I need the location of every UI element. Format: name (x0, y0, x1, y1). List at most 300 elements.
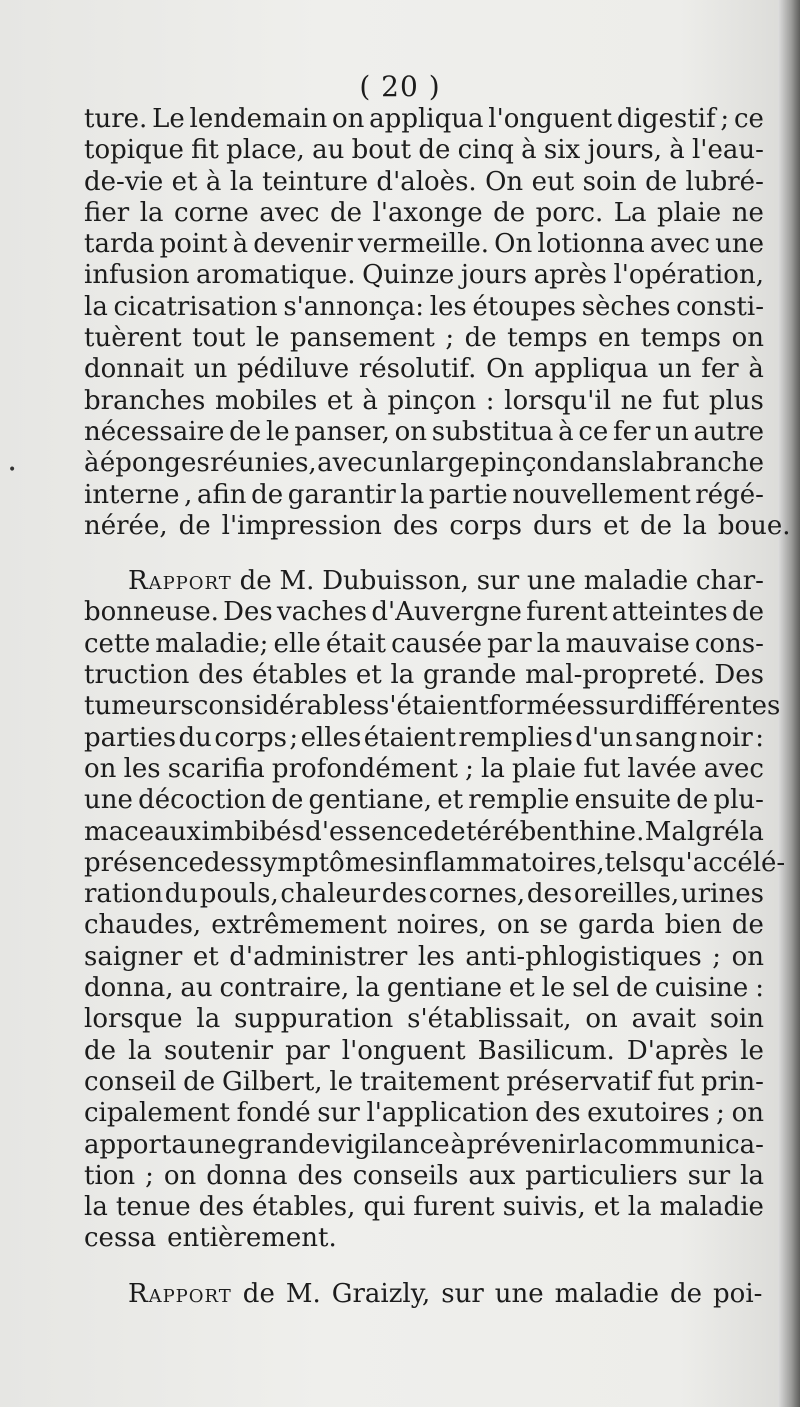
word: les (417, 941, 455, 972)
word: à (450, 1129, 466, 1160)
text-line (84, 104, 764, 135)
word: un (193, 354, 228, 385)
word: la (631, 448, 656, 479)
word: symptômes (249, 847, 399, 878)
word: on (731, 941, 764, 972)
word: cette (84, 628, 151, 659)
word: boue. (717, 510, 791, 541)
text-line (84, 597, 764, 628)
word: donna (206, 1160, 288, 1191)
word: oreilles, (573, 879, 680, 910)
word: s'annonça: (283, 291, 425, 322)
text-line (84, 1098, 764, 1129)
word: partie (428, 479, 508, 510)
word: sang (635, 722, 698, 753)
word: Malgré (644, 816, 740, 847)
word: cipalement (84, 1098, 230, 1129)
word: Quinze (362, 260, 455, 291)
word: des (297, 1160, 343, 1191)
word: la (579, 1129, 604, 1160)
word: au (312, 135, 345, 166)
word: On (485, 166, 524, 197)
word: avec (317, 448, 378, 479)
word: une (494, 1278, 544, 1309)
word: fut (657, 1066, 695, 1097)
word: eut (531, 166, 575, 197)
word: tarda (84, 229, 155, 260)
word: la (390, 660, 415, 691)
word: six (543, 135, 581, 166)
word: soin (582, 166, 637, 197)
word: interne (84, 479, 180, 510)
word: nouvellement (512, 479, 691, 510)
word: d'aloès. (376, 166, 477, 197)
word: point (159, 229, 228, 260)
word: l'onguent (488, 104, 613, 134)
word: Dubuisson, (322, 566, 469, 597)
word: était (325, 628, 387, 659)
word: le (740, 1035, 764, 1066)
word: Des (223, 597, 273, 628)
word: soin (709, 1004, 764, 1035)
text-line (84, 847, 786, 879)
word: D'après (626, 1035, 729, 1066)
word: ; (716, 1098, 725, 1129)
word: ; (465, 753, 474, 784)
word: de (229, 416, 262, 447)
word: cuisine (654, 973, 749, 1004)
word: Graizly, (331, 1278, 431, 1309)
word: la (536, 628, 561, 659)
word: sur (441, 1278, 484, 1309)
word: présence (84, 847, 204, 878)
word: des (203, 847, 250, 878)
word: formées (488, 691, 596, 722)
word: teinture (262, 166, 368, 197)
text-line (84, 323, 764, 354)
word: la (400, 479, 425, 510)
word: de (464, 323, 497, 354)
word: consti- (676, 291, 764, 322)
word: pinçon (480, 448, 569, 479)
word: des (198, 660, 244, 691)
word: de (251, 479, 284, 510)
text-line (84, 1130, 764, 1161)
word: branche (655, 448, 764, 479)
word: à (84, 448, 100, 479)
word: maladie; (155, 628, 269, 659)
word: maladie (554, 1278, 659, 1309)
word: de (645, 166, 678, 197)
text-line (84, 785, 764, 816)
text-line (84, 1004, 764, 1035)
word: entièrement. (167, 1223, 337, 1254)
word: de (242, 1278, 275, 1309)
word: pansement (290, 323, 435, 354)
word: soutenir (163, 1035, 274, 1066)
word: plu- (713, 785, 764, 816)
word: conseil (84, 1066, 177, 1097)
word: la (481, 753, 505, 784)
text-line (84, 660, 764, 691)
word: appliqua (533, 354, 649, 385)
word: digestif (616, 104, 716, 134)
word: fut (662, 385, 700, 416)
word: ne (731, 197, 764, 228)
word: tenue (115, 1192, 191, 1223)
word: lorsqu'il (504, 385, 612, 416)
word: étables, (252, 1192, 356, 1223)
word: térébenthine. (466, 816, 645, 847)
word: on (731, 1098, 764, 1129)
word: appliqua (369, 104, 484, 134)
word: régé- (695, 479, 764, 510)
word: temps (507, 323, 588, 354)
word: anti-phlogistiques (465, 941, 702, 972)
word: la (627, 1192, 652, 1223)
section-lead-word: Rapport (128, 566, 232, 597)
text-line (84, 817, 764, 848)
word: du (164, 879, 199, 910)
word: à (521, 135, 537, 166)
word: char- (695, 566, 764, 597)
word: parties (84, 722, 177, 753)
word: maladie (583, 566, 689, 597)
word: du (178, 722, 212, 753)
word: mauvaise (565, 628, 690, 659)
page-number: ( 20 ) (359, 70, 441, 103)
word: cornes, (428, 879, 526, 910)
word: corps (449, 510, 522, 541)
word: sur (687, 1160, 731, 1191)
word: des (198, 1192, 245, 1223)
word: maceaux (84, 816, 202, 847)
word: une (187, 1129, 237, 1160)
text-line (84, 260, 764, 291)
word: d'administrer (229, 941, 408, 972)
text-line (84, 1279, 764, 1310)
word: l'application (366, 1098, 529, 1129)
word: ; (145, 1160, 154, 1191)
word: fer (613, 416, 651, 447)
word: et (437, 785, 464, 816)
word: les (123, 753, 161, 784)
word: particuliers (525, 1160, 678, 1191)
word: des (381, 879, 428, 910)
text-line (84, 480, 764, 511)
word: contraire, (219, 973, 350, 1004)
word: la (740, 816, 764, 847)
word: avec (259, 197, 320, 228)
word: lavée (627, 753, 697, 784)
word: et (603, 510, 629, 541)
word: on (731, 323, 764, 354)
word: l'onguent (341, 1035, 466, 1066)
word: furent (526, 597, 608, 628)
word: de (493, 197, 526, 228)
word: fit (191, 135, 219, 166)
word: bonneuse. (84, 597, 219, 628)
word: pouls, (199, 879, 279, 910)
word: grande (423, 660, 517, 691)
word: le (541, 973, 566, 1004)
word: devenir (253, 229, 353, 260)
word: ce (578, 416, 609, 447)
word: en (598, 323, 631, 354)
word: sel (572, 973, 610, 1004)
word: de (239, 566, 272, 597)
word: durs (532, 510, 593, 541)
word: : (755, 973, 764, 1004)
word: large (411, 448, 480, 479)
text-line (84, 879, 764, 910)
word: pinçon (387, 385, 477, 416)
word: une (84, 785, 133, 816)
word: par (487, 628, 532, 659)
paragraph-gap (84, 1255, 764, 1279)
word: et (355, 660, 382, 691)
word: de (418, 135, 451, 166)
word: autre (693, 416, 764, 447)
word: M. (279, 566, 315, 597)
word: remplies (458, 722, 573, 753)
word: et (171, 166, 198, 197)
word: afin (196, 479, 247, 510)
word: et (508, 973, 535, 1004)
word: traitement (359, 1066, 500, 1097)
word: fut (583, 753, 621, 784)
word: gentiane, (308, 785, 432, 816)
word: suppuration (234, 1004, 394, 1035)
word: urines (680, 879, 764, 910)
word: corne (174, 197, 249, 228)
word: place, (226, 135, 305, 166)
word: des (526, 879, 573, 910)
word: de (670, 1278, 703, 1309)
text-line (84, 1067, 764, 1098)
word: Gilbert, (221, 1066, 323, 1097)
word: panser, (294, 416, 390, 447)
word: furent (413, 1192, 495, 1223)
word: bout (351, 135, 412, 166)
word: vaches (276, 597, 368, 628)
word: elles (300, 722, 362, 753)
word: la (128, 1035, 152, 1066)
word: substitua (431, 416, 554, 447)
word: de (676, 785, 709, 816)
word: tion (84, 1160, 136, 1191)
word: de (731, 910, 764, 941)
word: on (163, 1160, 197, 1191)
word: le (255, 323, 280, 354)
word: d'Auvergne (371, 597, 522, 628)
word: étaient (363, 722, 456, 753)
word: ; (712, 941, 722, 972)
word: ; (720, 104, 730, 134)
word: ce (733, 104, 764, 134)
word: prévenir (466, 1129, 579, 1160)
word: la (84, 1192, 108, 1223)
paragraph-gap (84, 542, 764, 566)
word: Basilicum. (477, 1035, 615, 1066)
word: pédiluve (237, 354, 350, 385)
word: on (496, 910, 530, 941)
word: éponges (99, 448, 210, 479)
ink-speck: • (8, 462, 17, 478)
word: ensuite (574, 785, 671, 816)
body-text (84, 104, 791, 1310)
word: de (433, 816, 466, 847)
word: communica- (603, 1129, 764, 1160)
word: ration (84, 879, 164, 910)
word: lorsque (84, 1004, 183, 1035)
word: apporta (84, 1129, 187, 1160)
text-line (84, 417, 764, 448)
word: après (533, 260, 607, 291)
word: à (205, 166, 222, 197)
word: ; (289, 722, 299, 753)
word: corps (214, 722, 287, 753)
word: chaleur (280, 879, 381, 910)
word: topique (84, 135, 184, 166)
word: de (178, 510, 211, 541)
word: la (740, 1160, 764, 1191)
word: vermeille. (357, 229, 490, 260)
text-line (84, 386, 764, 417)
word: cessa (84, 1223, 157, 1254)
word: la (229, 166, 254, 197)
word: un (377, 448, 412, 479)
word: garantir (287, 479, 396, 510)
text-line (84, 691, 781, 722)
word: ne (620, 385, 653, 416)
word: On (486, 354, 525, 385)
word: à (669, 135, 685, 166)
word: et (192, 941, 219, 972)
word: causée (391, 628, 483, 659)
text-line (84, 942, 764, 973)
word: réunies, (210, 448, 317, 479)
word: au (180, 973, 213, 1004)
word: d'un (575, 722, 633, 753)
word: jours (460, 260, 528, 291)
word: bien (664, 910, 722, 941)
word: on (84, 753, 117, 784)
word: avec (703, 753, 764, 784)
word: se (539, 910, 569, 941)
word: gentiane (386, 973, 502, 1004)
word: , (184, 479, 193, 510)
word: s'établissait, (407, 1004, 572, 1035)
word: on (585, 1004, 618, 1035)
word: aromatique. (196, 260, 356, 291)
word: à (558, 416, 574, 447)
word: On (494, 229, 533, 260)
word: l'impression (221, 510, 382, 541)
word: donna, (84, 973, 174, 1004)
word: des (535, 1098, 581, 1129)
text-line (84, 198, 764, 229)
word: fer (701, 354, 739, 385)
word: temps (640, 323, 722, 354)
word: inflammatoires, (398, 847, 605, 878)
word: nécessaire (84, 416, 225, 447)
word: plaie (657, 197, 722, 228)
text-line (84, 910, 764, 941)
text-line (84, 1223, 764, 1254)
word: cicatrisation (113, 291, 278, 322)
word: cinq (457, 135, 514, 166)
text-line (84, 1161, 764, 1192)
word: maladie (659, 1192, 764, 1223)
word: la (139, 197, 164, 228)
word: Le (152, 104, 185, 134)
word: à (232, 229, 249, 260)
word: poi- (713, 1278, 763, 1309)
word: de (616, 973, 649, 1004)
word: le (265, 416, 290, 447)
word: suivis, (502, 1192, 586, 1223)
word: la (683, 510, 707, 541)
word: mal-propreté. (525, 660, 706, 691)
text-line (84, 448, 764, 479)
word: nérée, (84, 510, 168, 541)
text-line (84, 973, 764, 1004)
word: résolutif. (358, 354, 477, 385)
word: chaudes, (84, 910, 202, 941)
word: des (392, 510, 439, 541)
text-line (84, 135, 764, 166)
text-line (84, 754, 764, 785)
text-line (84, 1036, 764, 1067)
word: un (657, 354, 692, 385)
word: plaie (512, 753, 577, 784)
word: Des (714, 660, 764, 691)
word: préservatif (506, 1066, 651, 1097)
word: le (329, 1066, 354, 1097)
word: qui (363, 1192, 406, 1223)
word: avait (631, 1004, 697, 1035)
word: tuèrent (84, 323, 182, 354)
word: atteintes (611, 597, 728, 628)
word: tout (192, 323, 246, 354)
word: infusion (84, 260, 190, 291)
word: ; (445, 323, 455, 354)
text-line (84, 566, 764, 597)
word: différentes (637, 691, 781, 722)
word: de (271, 785, 304, 816)
word: exutoires (587, 1098, 710, 1129)
word: jours, (587, 135, 662, 166)
word: noir (699, 722, 753, 753)
word: une (527, 566, 576, 597)
word: branches (84, 385, 206, 416)
word: imbibés (201, 816, 305, 847)
word: prin- (701, 1066, 764, 1097)
word: de-vie (84, 166, 164, 197)
word: : (755, 722, 764, 753)
word: qu'accélé- (652, 847, 786, 878)
word: un (655, 416, 689, 447)
word: cons- (694, 628, 764, 659)
word: plus (708, 385, 764, 416)
word: de (183, 1066, 216, 1097)
text-line (84, 510, 791, 542)
word: de (329, 197, 363, 228)
text-line (84, 167, 764, 198)
word: conseils (352, 1160, 459, 1191)
text-line (84, 723, 764, 754)
